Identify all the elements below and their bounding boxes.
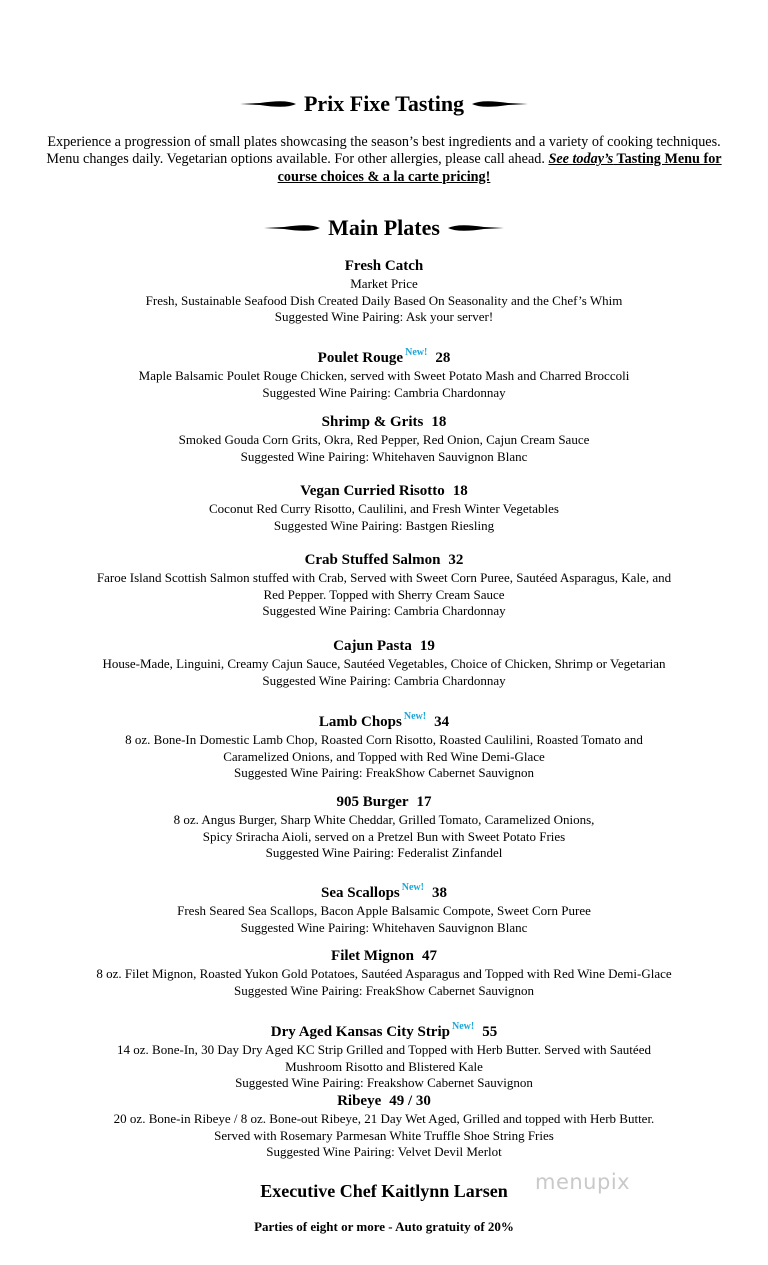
menu-item <box>0 1092 768 1161</box>
menu-item-description: Maple Balsamic Poulet Rouge Chicken, served with Sweet Potato Mash and Charred Broccoli <box>138 368 630 383</box>
menu-item-description: Faroe Island Scottish Salmon stuffed with Crab, Served with Sweet Corn Puree, Sautéed Asparagus, Kale, and <box>96 570 672 585</box>
menu-item-description: Fresh Seared Sea Scallops, Bacon Apple Balsamic Compote, Sweet Corn Puree <box>177 903 591 918</box>
menu-item-price: 19 <box>419 638 435 654</box>
menu-item-name: Cajun Pasta <box>333 638 412 654</box>
menu-item-description: Fresh, Sustainable Seafood Dish Created Daily Based On Seasonality and the Chef’s Whim <box>145 292 623 308</box>
menu-item-description: Smoked Gouda Corn Grits, Okra, Red Pepper, Red Onion, Cajun Cream Sauce <box>178 432 590 447</box>
menu-item <box>0 878 768 936</box>
menu-item <box>0 793 768 862</box>
swash-left-icon <box>264 222 320 234</box>
menu-item-price: 47 <box>421 948 437 964</box>
menu-item <box>0 413 768 465</box>
menu-item-price: 34 <box>434 714 450 730</box>
menu-item-price: 32 <box>448 552 464 568</box>
wine-pairing: Suggested Wine Pairing: Velvet Devil Merlot <box>266 1144 502 1159</box>
menu-item <box>0 1017 768 1092</box>
menu-item <box>0 551 768 620</box>
menu-item-title <box>0 637 768 656</box>
menu-item <box>0 257 768 326</box>
menu-item-name: Shrimp & Grits <box>321 414 424 430</box>
menu-item-description: 8 oz. Angus Burger, Sharp White Cheddar, Grilled Tomato, Caramelized Onions, <box>173 812 595 827</box>
menu-item-name: Ribeye <box>337 1093 382 1109</box>
wine-pairing: Suggested Wine Pairing: FreakShow Cabernet Sauvignon <box>233 765 534 780</box>
wine-pairing: Suggested Wine Pairing: Federalist Zinfandel <box>265 845 503 860</box>
menu-item-price-note: Market Price <box>350 276 418 291</box>
menu-item-title <box>0 947 768 966</box>
menu-item-title <box>0 343 768 368</box>
menu-item-price: 49 / 30 <box>389 1093 431 1109</box>
menu-item-title <box>0 551 768 570</box>
swash-right-icon <box>472 98 528 110</box>
menu-item-title <box>0 1092 768 1111</box>
watermark-logo: menupix <box>535 1170 631 1194</box>
menu-item <box>0 637 768 689</box>
swash-right-icon <box>448 222 504 234</box>
prix-fixe-title: Prix Fixe Tasting <box>303 91 465 116</box>
wine-pairing: Suggested Wine Pairing: Whitehaven Sauvignon Blanc <box>240 919 528 935</box>
menu-item-name: Dry Aged Kansas City Strip <box>270 1024 450 1040</box>
menu-item-name: Lamb Chops <box>318 714 402 730</box>
menu-item-description: 20 oz. Bone-in Ribeye / 8 oz. Bone-out Ribeye, 21 Day Wet Aged, Grilled and topped with Herb Butter. <box>113 1111 655 1126</box>
menu-item-price: 38 <box>431 885 447 901</box>
menu-item-title <box>0 793 768 812</box>
menu-item-description: Spicy Sriracha Aioli, served on a Pretzel Bun with Sweet Potato Fries <box>202 828 566 844</box>
menu-item-title <box>0 1017 768 1042</box>
menu-item-description: 14 oz. Bone-In, 30 Day Dry Aged KC Strip Grilled and Topped with Herb Butter. Served with Sautéed <box>117 1042 651 1057</box>
menu-item-title <box>0 482 768 501</box>
menu-item-description: House-Made, Linguini, Creamy Cajun Sauce, Sautéed Vegetables, Choice of Chicken, Shrimp or Vegetarian <box>102 656 666 671</box>
tasting-menu-link[interactable]: See today’s Tasting Menu for course choices & a la carte pricing! <box>277 151 722 185</box>
menu-item <box>0 707 768 782</box>
menu-item-title <box>0 878 768 903</box>
menu-item-name: Sea Scallops <box>321 885 400 901</box>
menu-item-title <box>0 257 768 276</box>
menu-item-name: 905 Burger <box>336 794 409 810</box>
menu-item-title <box>0 707 768 732</box>
menu-item-name: Filet Mignon <box>331 948 414 964</box>
menu-item <box>0 343 768 401</box>
prix-fixe-heading <box>0 93 768 115</box>
wine-pairing: Suggested Wine Pairing: Cambria Chardonnay <box>262 384 506 400</box>
menu-item-description: 8 oz. Filet Mignon, Roasted Yukon Gold Potatoes, Sautéed Asparagus and Topped with Red Wine Demi-Glace <box>96 966 672 981</box>
executive-chef: Executive Chef Kaitlynn Larsen <box>260 1181 508 1201</box>
menu-item <box>0 947 768 999</box>
menu-item-description: Coconut Red Curry Risotto, Caulilini, and Fresh Winter Vegetables <box>209 501 559 516</box>
menu-item-description: Mushroom Risotto and Blistered Kale <box>285 1058 483 1074</box>
menu-item-price: 55 <box>482 1024 498 1040</box>
menu-item-description: 8 oz. Bone-In Domestic Lamb Chop, Roasted Corn Risotto, Roasted Caulilini, Roasted Tomato and <box>125 732 643 747</box>
wine-pairing: Suggested Wine Pairing: FreakShow Cabernet Sauvignon <box>233 982 534 998</box>
wine-pairing: Suggested Wine Pairing: Freakshow Cabernet Sauvignon <box>235 1075 533 1090</box>
new-badge: New! <box>401 882 424 893</box>
prix-fixe-description <box>40 134 728 186</box>
wine-pairing: Suggested Wine Pairing: Cambria Chardonnay <box>262 603 506 618</box>
menu-item <box>0 482 768 534</box>
main-plates-heading <box>0 217 768 239</box>
main-plates-title: Main Plates <box>328 215 440 240</box>
menu-item-price: 18 <box>452 483 468 499</box>
wine-pairing: Suggested Wine Pairing: Ask your server! <box>274 309 494 324</box>
menu-item-name: Poulet Rouge <box>317 350 404 366</box>
menu-item-name: Fresh Catch <box>344 258 424 274</box>
new-badge: New! <box>451 1021 475 1032</box>
menu-item-name: Vegan Curried Risotto <box>300 483 445 499</box>
menu-item-title <box>0 413 768 432</box>
menu-item-price: 18 <box>431 414 447 430</box>
menu-item-name: Crab Stuffed Salmon <box>304 552 441 568</box>
menu-item-price: 17 <box>416 794 432 810</box>
gratuity-note: Parties of eight or more - Auto gratuity of 20% <box>254 1219 514 1234</box>
swash-left-icon <box>240 98 296 110</box>
wine-pairing: Suggested Wine Pairing: Cambria Chardonnay <box>262 672 506 688</box>
menu-item-description: Caramelized Onions, and Topped with Red Wine Demi-Glace <box>223 748 545 764</box>
menu-item-description: Served with Rosemary Parmesan White Truffle Shoe String Fries <box>214 1127 554 1143</box>
new-badge: New! <box>403 711 427 722</box>
intro-text: Experience a progression of small plates showcasing the season’s best ingredients and a variety of cooking techniques. Menu changes daily. Vegetarian options available. For other allergies, please call ahead. <box>46 134 721 168</box>
wine-pairing: Suggested Wine Pairing: Whitehaven Sauvignon Blanc <box>240 448 528 464</box>
menu-item-description: Red Pepper. Topped with Sherry Cream Sauce <box>263 586 505 602</box>
menu-item-price: 28 <box>435 350 451 366</box>
wine-pairing: Suggested Wine Pairing: Bastgen Riesling <box>273 517 495 533</box>
new-badge: New! <box>405 347 428 358</box>
